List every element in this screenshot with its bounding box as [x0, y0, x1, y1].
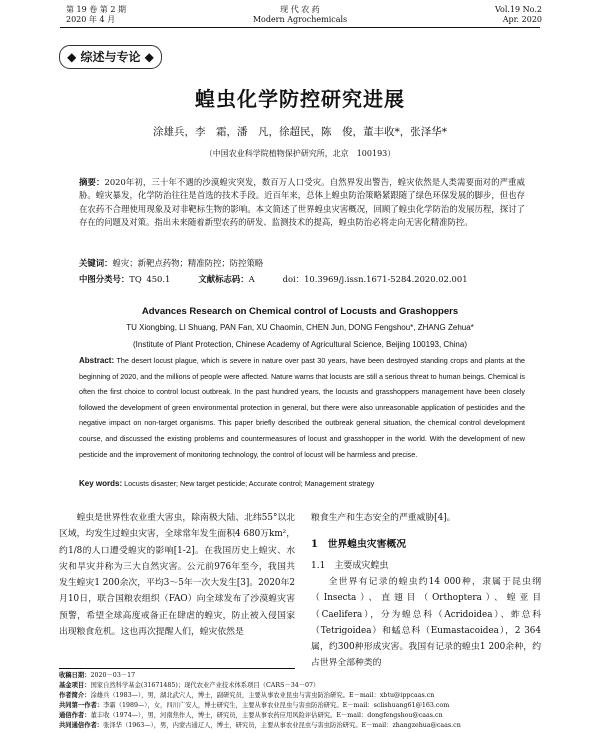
doi-label: doi： [282, 274, 305, 284]
journal-name-en: Modern Agrochemicals [252, 15, 348, 24]
article-title-cn: 蝗虫化学防控研究进展 [195, 87, 405, 111]
date-en: Apr. 2020 [502, 15, 542, 24]
footnote-corresponding [59, 711, 549, 721]
body-right-column [311, 574, 541, 672]
keywords-en-label: Key words: [79, 479, 123, 488]
keywords-en [79, 479, 525, 488]
footnote-label: 作者简介： [59, 692, 91, 700]
abstract-en [79, 353, 525, 462]
doc-code-label: 文献标志码： [198, 274, 249, 284]
authors-en: TU Xiongbing, LI Shuang, PAN Fan, XU Chaomin, CHEN Jun, DONG Fengshou*, ZHANG Zehua* [126, 323, 474, 332]
footnotes [59, 671, 549, 732]
vol-no-en: Vol.19 No.2 [495, 5, 542, 14]
footnote-text: 2020－03－17 [90, 672, 136, 679]
footnote-text: 张泽华（1963—），男，内蒙古通辽人，博士，研究员，主要从事农业昆虫与害虫防治研究。E－mail：zhangzehua@caas.cn [103, 722, 461, 730]
footnote-text: 涂雄兵（1983—），男，湖北武穴人，博士，副研究员，主要从事农业昆虫与害虫防治研究。E－mail：xbtu@ippcaas.cn [90, 692, 435, 700]
footnote-text: 国家自然科学基金(31671485)；现代农业产业技术体系项目（CARS－34－07） [90, 682, 320, 690]
footnote-author [59, 691, 549, 701]
journal-name-cn: 现 代 农 药 [280, 5, 320, 14]
footnote-received [59, 671, 549, 681]
article-title-en: Advances Research on Chemical control of Locusts and Grashoppers [141, 306, 459, 317]
abstract-cn [79, 176, 525, 230]
authors-cn: 涂雄兵，李 霜，潘 凡，徐超民，陈 俊，董丰收*，张泽华* [153, 126, 447, 138]
body-right-paragraph: 全世界有记录的蝗虫约14 000种，隶属于昆虫纲（Insecta）、直翅目（Orthoptera）、蝗亚目（Caelifera），分为蝗总科（Acridoidea）、蚱总科（Tetrigoidea）和蜢总科（Eumastacoidea），2 364属，约300种形成灾害。我国有记录的蝗虫1 200余种，约占世界全部种类的 [311, 577, 541, 669]
footnote-label: 共同第一作者： [59, 702, 104, 710]
doi-value: 10.3969/j.issn.1671-5284.2020.02.001 [304, 274, 468, 284]
footnote-co-corresponding [59, 721, 549, 731]
keywords-cn-text: 蝗灾；新靶点药物；精准防控；防控策略 [112, 258, 264, 268]
header-rule [60, 27, 540, 28]
volume-issue: 第 19 卷 第 2 期 [66, 5, 126, 14]
clc-value: TQ 450.1 [129, 274, 171, 284]
issue-date: 2020 年 4 月 [66, 15, 116, 24]
doc-code-value: A [248, 274, 255, 284]
footnote-text: 李霜（1989—），女，四川广安人，博士研究生，主要从事农业昆虫与害虫防治研究。E－mail：sclishuang61@163.com [103, 702, 450, 710]
footnote-label: 通信作者： [59, 712, 91, 720]
section-tag: ◆ 综述与专论 ◆ [59, 45, 162, 69]
footnote-rule [59, 668, 295, 669]
abstract-en-text: The desert locust plague, which is severe in nature over past 30 years, have been destroyed standing crops and plants at the beginning of 2020, and the millions of people were affected. Nature warns that locusts are still a serious threat to human beings. Chemical is often the first choice to control locust outbreak. In the past hundred years, the locusts and grasshoppers management have been closely followed the development of green environmental protection in general, but there were also unreasonable application of pesticides and the negative impact on non-target organisms. This paper briefly described the outbreak general situation, the chemical control development course, and discussed the existing problems and countermeasures of locust and grasshopper in the world. With the development of new pesticide and the improvement of monitoring technology, the control of locust will be harmless and precise. [79, 356, 525, 459]
section-heading-1-1: 1.1 主要成灾蝗虫 [311, 561, 389, 571]
footnote-label: 基金项目： [59, 682, 91, 690]
footnote-co-first-author [59, 701, 549, 711]
clc-label: 中图分类号： [79, 274, 130, 284]
footnote-label: 共同通信作者： [59, 722, 104, 730]
abstract-cn-text: 2020年初，三十年不遇的沙漠蝗灾突发，数百万人口受灾。自然界发出警告，蝗灾依然是人类需要面对的严重威胁。蝗灾暴发，化学防治往往是首选的技术手段。近百年来，总体上蝗虫防治策略紧跟随了绿色环保发展的脚步，但也存在农药不合理使用现象及对非靶标生物的影响。本文简述了世界蝗虫灾害概况，回顾了蝗虫化学防治的发展历程，探讨了存在的问题及对策。指出未来随着新型农药的研发、监测技术的提高，蝗虫防治必将走向无害化精准防控。 [79, 177, 526, 228]
header-right [495, 5, 542, 25]
body-left-column [59, 510, 295, 640]
footnote-text: 董丰收（1974—），男，河南焦作人，博士，研究员，主要从事农药应用风险评估研究。E－mail：dongfengshou@caas.cn [90, 712, 443, 720]
classification-line [79, 273, 525, 285]
keywords-en-text: Locusts disaster; New target pesticide; Accurate control; Management strategy [124, 479, 375, 488]
body-right-top: 粮食生产和生态安全的严重威胁[4]。 [311, 513, 456, 523]
affiliation-cn: （中国农业科学院植物保护研究所，北京 100193） [204, 149, 396, 158]
body-left-paragraph: 蝗虫是世界性农业重大害虫，除南极大陆、北纬55°以北区域，均发生过蝗虫灾害，全球常年发生面积4 680万km²，约1/8的人口遭受蝗灾的影响[1-2]。在我国历史上蝗灾、水灾和旱灾并称为三大自然灾害。公元前976年至今，我国共发生蝗灾1 200余次，平均3～5年一次大发生[3]。2020年2月10日，联合国粮农组织（FAO）向全球发布了沙漠蝗灾害预警，希望全球高度戒备正在肆虐的蝗灾，防止被入侵国家出现粮食危机。这也再次提醒人们，蝗灾依然是 [59, 513, 295, 638]
keywords-cn-label: 关键词： [79, 258, 113, 268]
abstract-en-label: Abstract: [79, 356, 115, 365]
affiliation-en: (Institute of Plant Protection, Chinese Academy of Agricultural Science, Beijing 100193, China) [133, 340, 467, 349]
footnote-label: 收稿日期： [59, 672, 91, 679]
abstract-cn-label: 摘要： [79, 177, 105, 187]
footnote-funding [59, 681, 549, 691]
keywords-cn [79, 257, 525, 269]
section-heading-1: 1 世界蝗虫灾害概况 [311, 539, 406, 550]
